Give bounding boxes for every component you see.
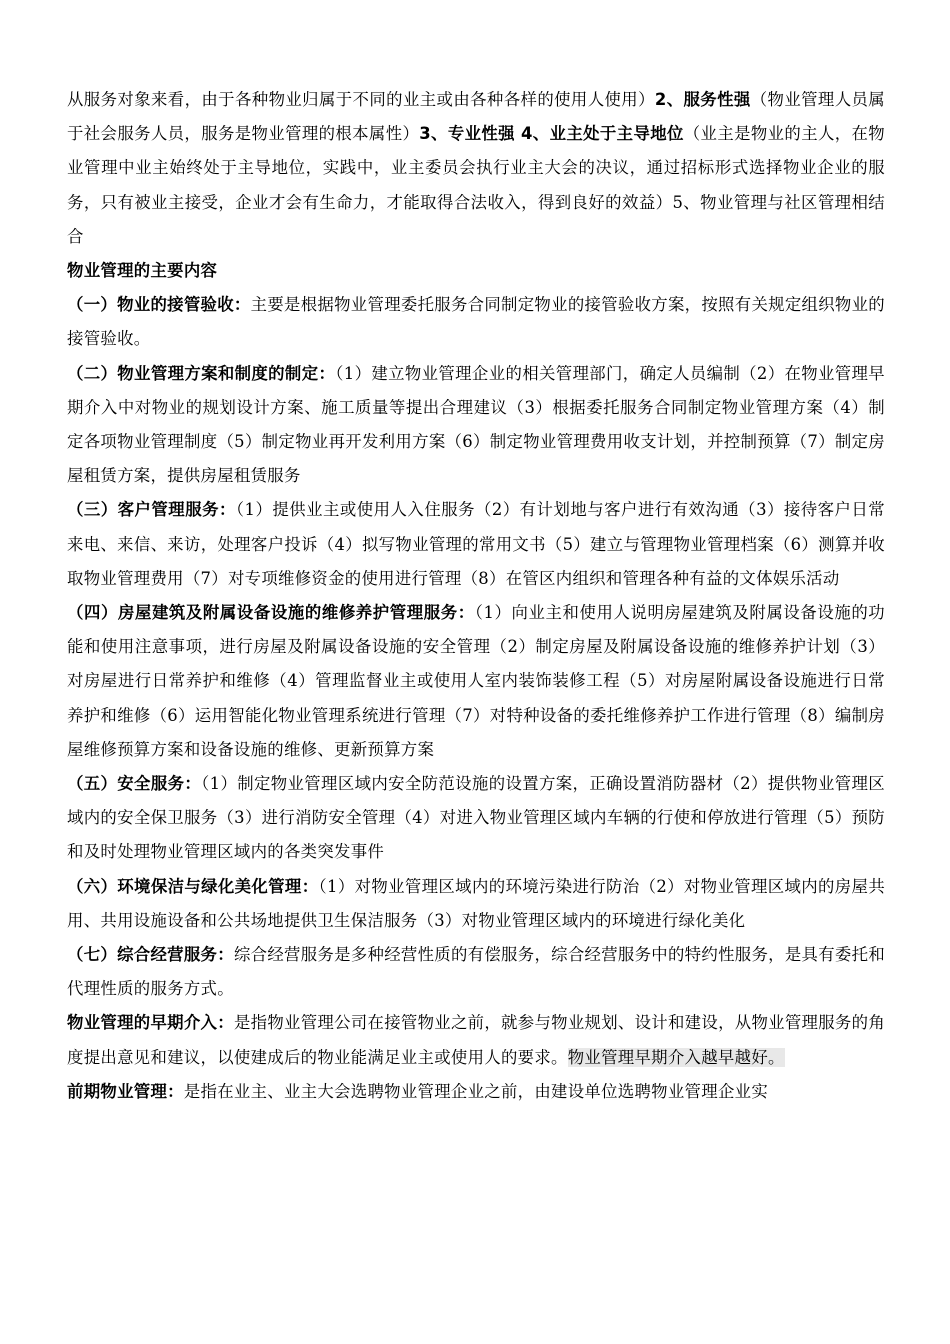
section-2 xyxy=(67,357,885,494)
section-6-title: （六）环境保洁与绿化美化管理： xyxy=(67,876,319,896)
section-7-body: 综合经营服务是多种经营性质的有偿服务，综合经营服务中的特约性服务，是具有委托和代理性质的服务方式。 xyxy=(67,945,886,999)
preliminary-management xyxy=(67,1075,885,1109)
section-1 xyxy=(67,288,885,356)
section-2-title: （二）物业管理方案和制度的制定： xyxy=(67,363,336,383)
document-page xyxy=(67,83,885,1109)
section-2-body: （1）建立物业管理企业的相关管理部门，确定人员编制（2）在物业管理早期介入中对物业的规划设计方案、施工质量等提出合理建议（3）根据委托服务合同制定物业管理方案（4）制定各项物业管理制度（5）制定物业再开发利用方案（6）制定物业管理费用收支计划，并控制预算（7）制定房屋租赁方案，提供房屋租赁服务 xyxy=(67,363,885,486)
intro-bold-2: 3、专业性强 4、业主处于主导地位 xyxy=(419,124,684,144)
early-involvement xyxy=(67,1006,885,1074)
intro-text-2: （物业管理人员属于社会服务人员，服务是物业管理的根本属性） xyxy=(67,90,885,144)
section-3 xyxy=(67,493,885,596)
intro-text-3: （业主是物业的主人，在物业管理中业主始终处于主导地位，实践中，业主委员会执行业主大会的决议，通过招标形式选择物业企业的服务，只有被业主接受，企业才会有生命力，才能取得合法收入，得到良好的效益）5、物业管理与社区管理相结合 xyxy=(67,124,885,246)
section-4-title: （四）房屋建筑及附属设备设施的维修养护管理服务： xyxy=(67,603,475,623)
section-4-body: （1）向业主和使用人说明房屋建筑及附属设备设施的功能和使用注意事项，进行房屋及附属设备设施的安全管理（2）制定房屋及附属设备设施的维修养护计划（3）对房屋进行日常养护和维修（4）管理监督业主或使用人室内装饰装修工程（5）对房屋附属设备设施进行日常养护和维修（6）运用智能化物业管理系统进行管理（7）对特种设备的委托维修养护工作进行管理（8）编制房屋维修预算方案和设备设施的维修、更新预算方案 xyxy=(67,603,885,759)
section-6-body: （1）对物业管理区域内的环境污染进行防治（2）对物业管理区域内的房屋共用、共用设施设备和公共场地提供卫生保洁服务（3）对物业管理区域内的环境进行绿化美化 xyxy=(67,876,886,930)
main-heading: 物业管理的主要内容 xyxy=(67,261,218,281)
intro-text-1: 从服务对象来看，由于各种物业归属于不同的业主或由各种各样的使用人使用） xyxy=(67,90,655,109)
section-7-title: （七）综合经营服务： xyxy=(67,945,234,965)
preliminary-management-body: 是指在业主、业主大会选聘物业管理企业之前，由建设单位选聘物业管理企业实 xyxy=(183,1081,769,1101)
early-involvement-body: 是指物业管理公司在接管物业之前，就参与物业规划、设计和建设，从物业管理服务的角度提出意见和建议，以使建成后的物业能满足业主或使用人的要求。 xyxy=(67,1013,886,1067)
section-5 xyxy=(67,767,885,870)
section-7 xyxy=(67,938,885,1006)
section-5-title: （五）安全服务： xyxy=(67,774,202,794)
section-1-title: （一）物业的接管验收： xyxy=(67,295,251,315)
section-3-title: （三）客户管理服务： xyxy=(67,500,236,520)
intro-bold-1: 2、服务性强 xyxy=(654,90,751,109)
intro-paragraph xyxy=(67,83,885,254)
section-1-body: 主要是根据物业管理委托服务合同制定物业的接管验收方案，按照有关规定组织物业的接管验收。 xyxy=(67,295,885,349)
early-involvement-title: 物业管理的早期介入： xyxy=(67,1013,234,1033)
section-5-body: （1）制定物业管理区域内安全防范设施的设置方案，正确设置消防器材（2）提供物业管理区域内的安全保卫服务（3）进行消防安全管理（4）对进入物业管理区域内车辆的行使和停放进行管理（5）预防和及时处理物业管理区域内的各类突发事件 xyxy=(67,774,885,862)
section-6 xyxy=(67,870,885,938)
early-involvement-highlight: 物业管理早期介入越早越好。 xyxy=(567,1047,785,1067)
preliminary-management-title: 前期物业管理： xyxy=(67,1081,184,1101)
section-3-body: （1）提供业主或使用人入住服务（2）有计划地与客户进行有效沟通（3）接待客户日常来电、来信、来访，处理客户投诉（4）拟写物业管理的常用文书（5）建立与管理物业管理档案（6）测算并收取物业管理费用（7）对专项维修资金的使用进行管理（8）在管区内组织和管理各种有益的文体娱乐活动 xyxy=(67,500,885,588)
section-4 xyxy=(67,596,885,767)
